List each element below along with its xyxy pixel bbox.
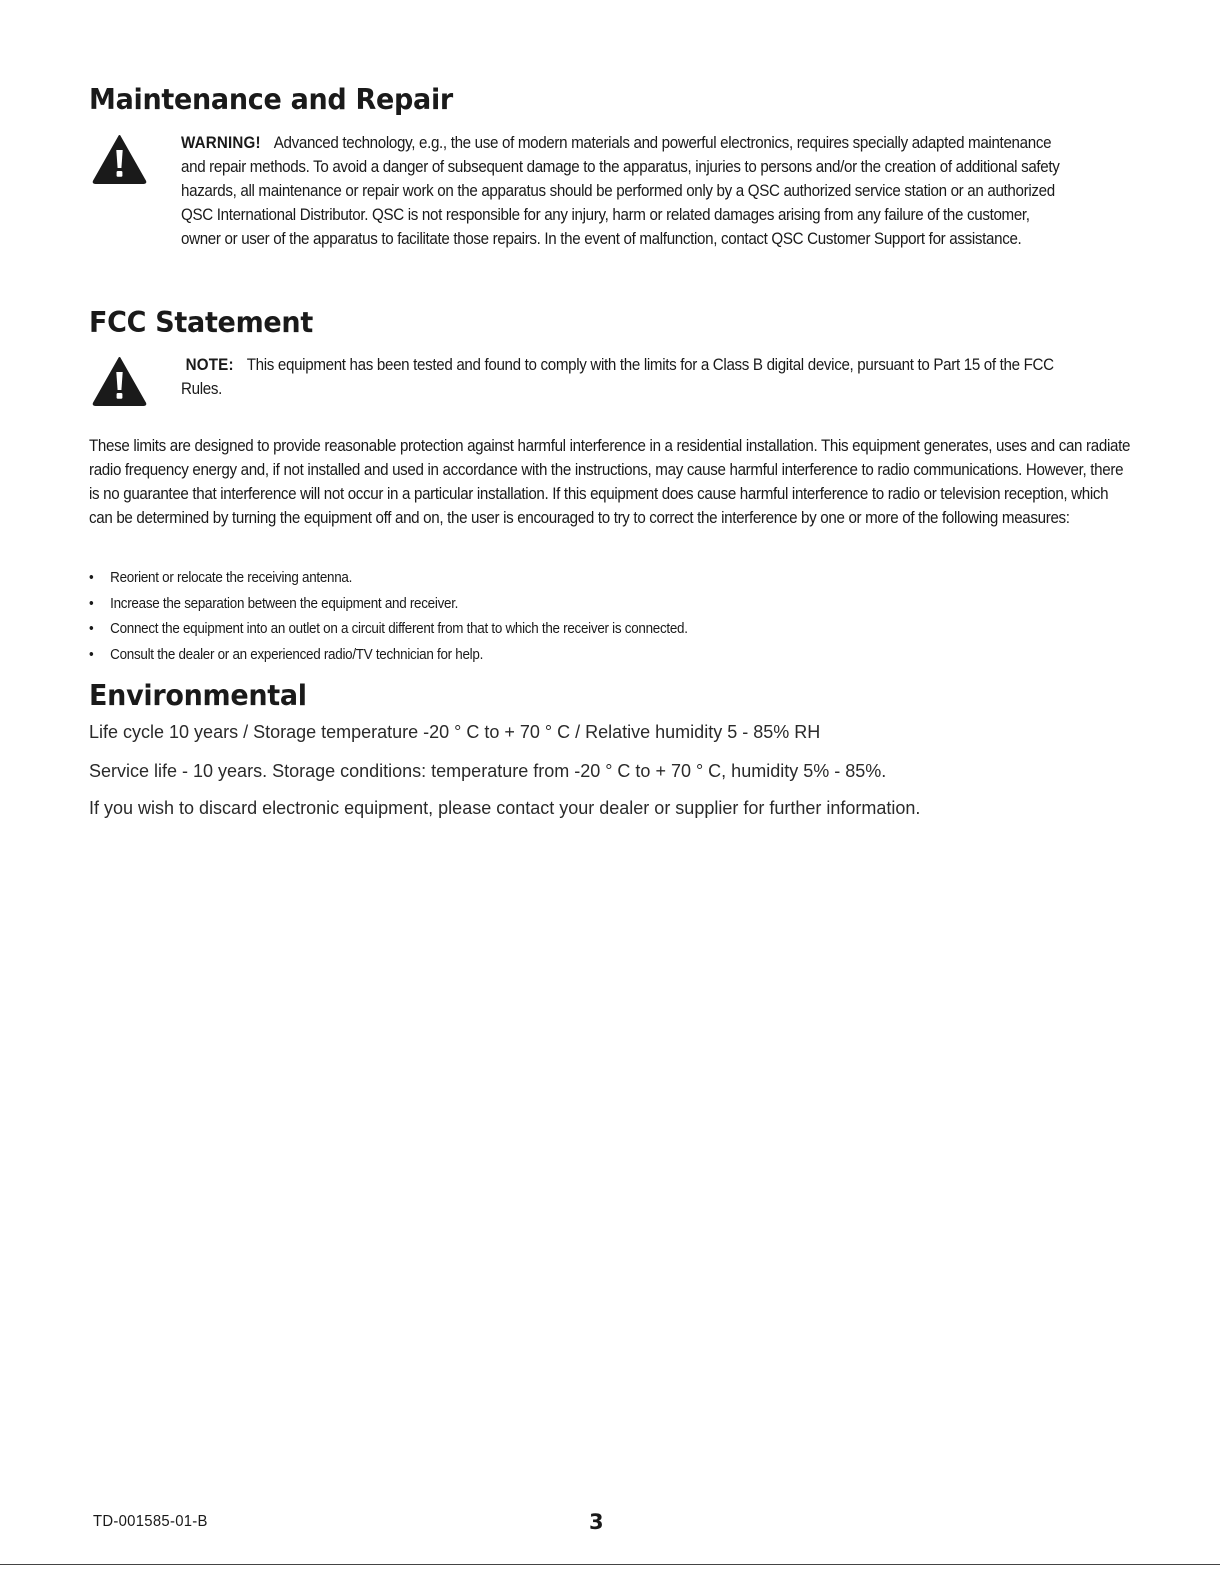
warning-triangle-icon bbox=[92, 356, 147, 406]
note-text: This equipment has been tested and found to comply with the limits for a Class B digital device, pursuant to Part 15 of the FCC Rules. bbox=[181, 356, 1054, 398]
fcc-measures-list bbox=[89, 566, 688, 668]
warning-label: WARNING! bbox=[181, 134, 261, 152]
warning-text: Advanced technology, e.g., the use of modern materials and powerful electronics, requires specially adapted maintenance and repair methods. To avoid a danger of subsequent damage to the apparatus, injuries to persons and/or the creation of additional safety hazards, all maintenance or repair work on the apparatus should be performed only by a QSC authorized service station or an authorized QSC International Distributor. QSC is not responsible for any injury, harm or related damages arising from any failure of the customer, owner or user of the apparatus to facilitate those repairs. In the event of malfunction, contact QSC Customer Support for assistance. bbox=[181, 134, 1060, 248]
list-item: • Consult the dealer or an experienced radio/TV technician for help. bbox=[89, 643, 688, 669]
note-label: NOTE: bbox=[185, 356, 234, 374]
list-item: • Increase the separation between the equipment and receiver. bbox=[89, 592, 688, 618]
document-number: TD-001585-01-B bbox=[93, 1513, 208, 1530]
warning-triangle-icon bbox=[92, 134, 147, 184]
fcc-paragraph: These limits are designed to provide reasonable protection against harmful interference in a residential installation. This equipment generates, uses and can radiate radio frequency energy and, if not installed and used in accordance with the instructions, may cause harmful interference to radio communications. However, there is no guarantee that interference will not occur in a particular installation. If this equipment does cause harmful interference to radio or television reception, which can be determined by turning the equipment off and on, the user is encouraged to try to correct the interference by one or more of the following measures: bbox=[89, 437, 1131, 527]
maintenance-warning bbox=[181, 131, 1060, 251]
bottom-rule bbox=[0, 1564, 1220, 1565]
maintenance-heading: Maintenance and Repair bbox=[89, 84, 453, 117]
environmental-line: Life cycle 10 years / Storage temperature -20 ° C to + 70 ° C / Relative humidity 5 - 85% RH bbox=[89, 722, 821, 742]
environmental-heading: Environmental bbox=[89, 680, 307, 713]
list-item: • Connect the equipment into an outlet on a circuit different from that to which the receiver is connected. bbox=[89, 617, 688, 643]
environmental-line: Service life - 10 years. Storage conditions: temperature from -20 ° C to + 70 ° C, humidity 5% - 85%. bbox=[89, 761, 887, 781]
fcc-note bbox=[181, 353, 1060, 401]
list-item: • Reorient or relocate the receiving antenna. bbox=[89, 566, 688, 592]
environmental-line: If you wish to discard electronic equipment, please contact your dealer or supplier for further information. bbox=[89, 798, 921, 818]
page-number: 3 bbox=[589, 1510, 604, 1534]
fcc-heading: FCC Statement bbox=[89, 307, 313, 340]
